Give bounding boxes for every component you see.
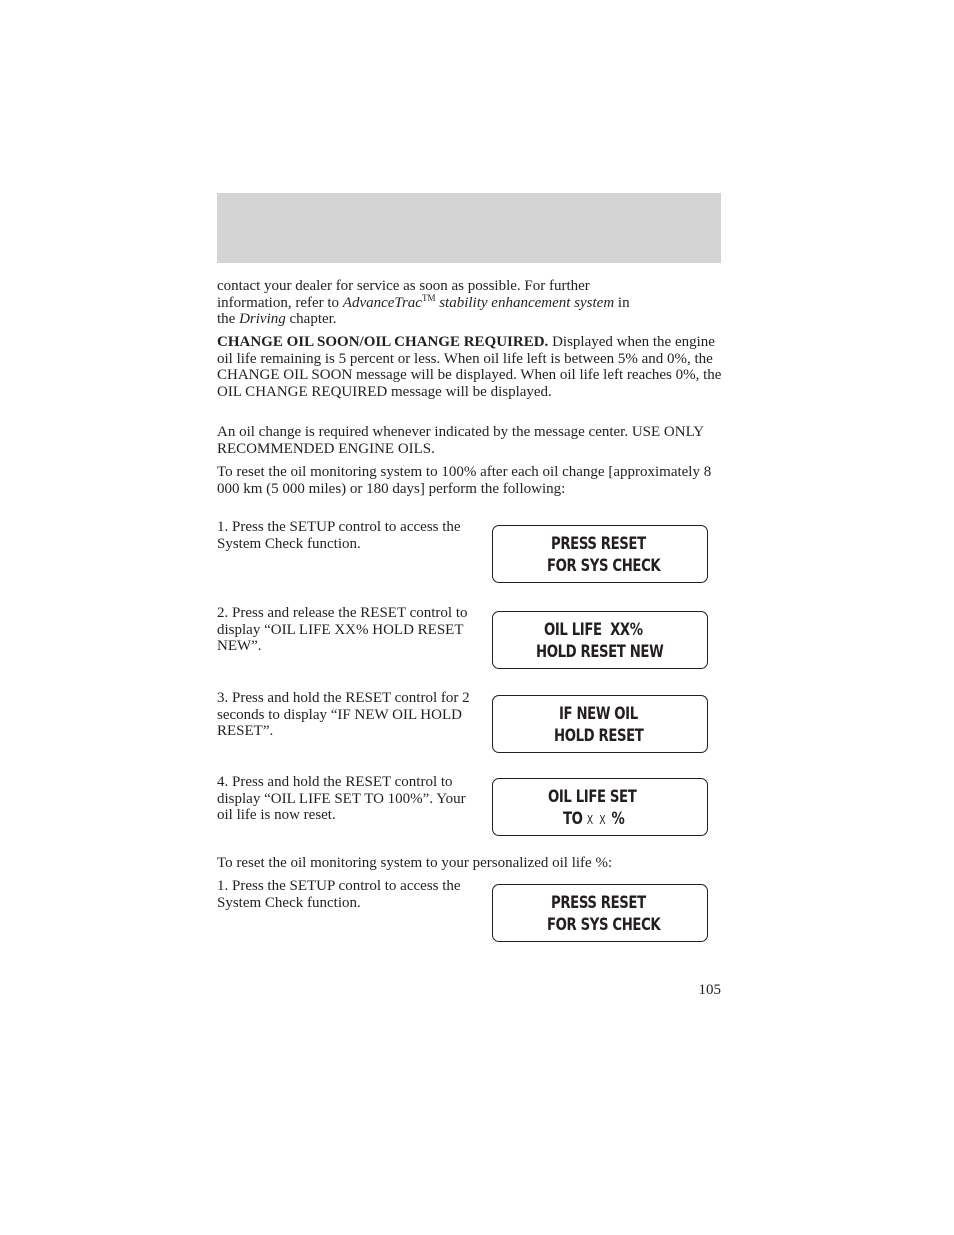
personalized-intro-paragraph: To reset the oil monitoring system to your personalized oil life %: <box>217 855 613 871</box>
message-center-display: OIL LIFE SET TO X X % <box>492 778 708 836</box>
chapter-header-band <box>217 193 721 263</box>
message-center-display: PRESS RESET FOR SYS CHECK <box>492 884 708 942</box>
message-center-display: PRESS RESET FOR SYS CHECK <box>492 525 708 583</box>
step-4-text: 4. Press and hold the RESET control to display “OIL LIFE SET TO 100%”. Your oil life is now reset. <box>217 774 466 823</box>
step-3-text: 3. Press and hold the RESET control for 2 seconds to display “IF NEW OIL HOLD RESET”. <box>217 690 470 739</box>
message-center-display: IF NEW OIL HOLD RESET <box>492 695 708 753</box>
reset-intro-paragraph: To reset the oil monitoring system to 100% after each oil change [approximately 8 000 km (5 000 miles) or 180 days] perform the following: <box>217 464 712 497</box>
page-number: 105 <box>698 982 721 998</box>
step-1-text: 1. Press the SETUP control to access the System Check function. <box>217 519 461 552</box>
step-2-text: 2. Press and release the RESET control to display “OIL LIFE XX% HOLD RESET NEW”. <box>217 605 468 654</box>
message-center-display: OIL LIFE XX% HOLD RESET NEW <box>492 611 708 669</box>
personalized-step-1-text: 1. Press the SETUP control to access the System Check function. <box>217 878 461 911</box>
intro-paragraph: contact your dealer for service as soon as possible. For further information, refer to AdvanceTrac™ stability enhancement system in the Driving chapter. <box>217 278 630 327</box>
change-oil-heading: CHANGE OIL SOON/OIL CHANGE REQUIRED. <box>217 334 549 350</box>
oil-change-required-paragraph: An oil change is required whenever indicated by the message center. USE ONLY RECOMMENDED ENGINE OILS. <box>217 424 704 457</box>
change-oil-paragraph: CHANGE OIL SOON/OIL CHANGE REQUIRED. Displayed when the engine oil life remaining is 5 percent or less. When oil life left is between 5% and 0%, the CHANGE OIL SOON message will be displayed. When oil life left reaches 0%, the OIL CHANGE REQUIRED message will be displayed. <box>217 334 722 400</box>
